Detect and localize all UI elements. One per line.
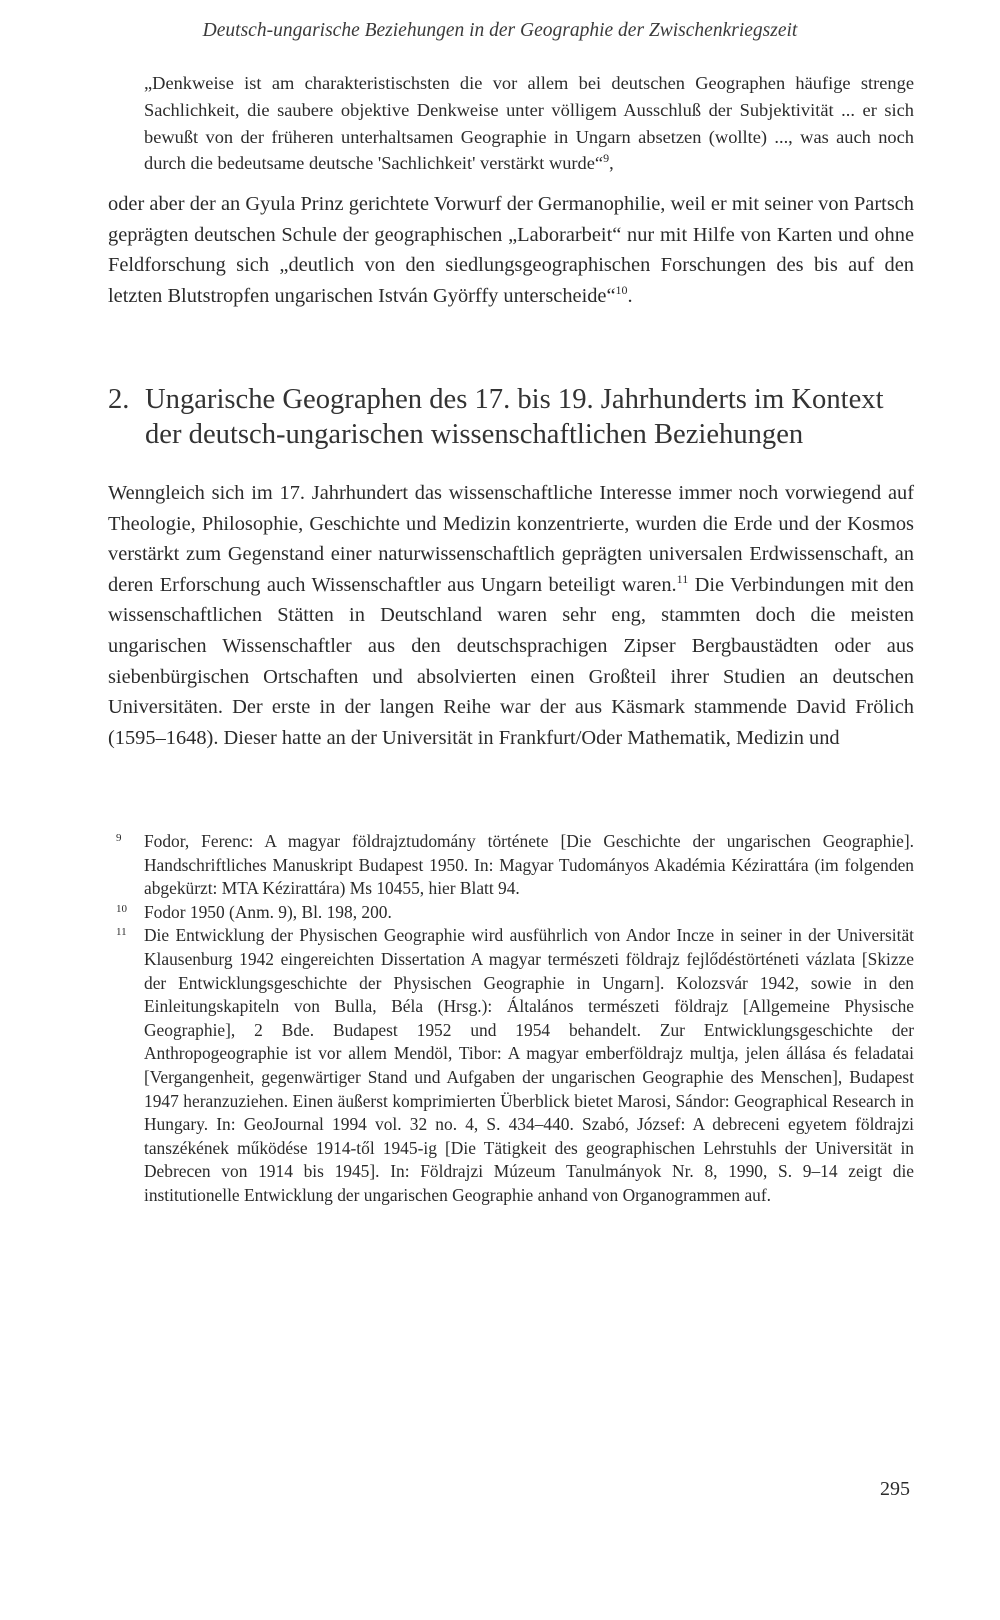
running-head: Deutsch-ungarische Beziehungen in der Geographie der Zwischenkriegszeit [202,20,798,41]
footnote-text: Fodor 1950 (Anm. 9), Bl. 198, 200. [144,901,392,922]
footnote-ref-10: 10 [615,282,628,297]
footnote-text: Die Entwicklung der Physischen Geographie wird ausführlich von Andor Incze in seiner in der Universität Klausenburg 1942 eingereichten Dissertation A magyar természeti földrajz fejlődéstörténeti vázlata [Skizze der Entwicklungsgeschichte der Physischen Geographie in Ungarn]. Kolozsvár 1942, sowie in den Einleitungskapiteln von Bulla, Béla (Hrsg.): Általános természeti földrajz [Allgemeine Physische Geographie], 2 Bde. Budapest 1952 und 1954 behandelt. Zur Entwicklungsgeschichte der Anthropogeographie ist vor allem Mendöl, Tibor: A magyar emberföldrajz multja, jelen állása és feladatai [Vergangenheit, gegenwärtiger Stand und Aufgaben der ungarischen Geographie des Menschen], Budapest 1947 heranzuziehen. Einen äußerst komprimierten Überblick bietet Marosi, Sándor: Geographical Research in Hungary. In: GeoJournal 1994 vol. 32 no. 4, S. 434–440. Szabó, József: A debreceni egyetem földrajzi tanszékének működése 1914-től 1945-ig [Die Tätigkeit des geographischen Lehrstuhls der Universität in Debrecen von 1914 bis 1945]. In: Földrajzi Múzeum Tanulmányok Nr. 8, 1990, S. 9–14 zeigt die institutionelle Entwicklung der ungarischen Geographie anhand von Organogrammen auf. [144,925,914,1205]
block-quote-text: „Denkweise ist am charakteristischsten die vor allem bei deutschen Geographen häufige strenge Sachlichkeit, die saubere objektive Denkweise unter völligem Ausschluß der Subjektivität ... er sich bewußt von der früheren unterhaltsamen Geographie in Ungarn absetzen (wollte) ..., was auch noch durch die bedeutsame deutsche 'Sachlichkeit' verstärkt wurde“ [144,73,914,174]
section-number: 2. [108,384,130,415]
paragraph-1 [108,189,914,311]
paragraph-2 [108,478,914,753]
footnote-11 [108,924,914,1207]
footnote-number: 11 [116,926,127,939]
footnote-ref-9: 9 [603,151,610,166]
footnote-9 [108,830,914,901]
paragraph-1-trailing: . [627,284,633,307]
footnote-ref-11: 11 [676,571,689,586]
block-quote-trailing: , [609,153,614,174]
footnote-number: 9 [116,832,122,844]
paragraph-2-text-a: Wenngleich sich im 17. Jahrhundert das wissenschaftliche Interesse immer noch vorwiegend auf Theologie, Philosophie, Geschichte und Medizin konzentrierte, wurden die Erde und der Kosmos verstärkt zum Gegenstand einer naturwissenschaftlich geprägten universalen Erdwissenschaft, an deren Erforschung auch Wissenschaftler aus Ungarn beteiligt waren. [108,482,914,596]
section-title: Ungarische Geographen des 17. bis 19. Jahrhunderts im Kontext der deutsch-ungarischen wissenschaftlichen Beziehungen [145,384,884,450]
paragraph-2-text-b: Die Verbindungen mit den wissenschaftlichen Stätten in Deutschland waren sehr eng, stammten doch die meisten ungarischen Wissenschaftler aus den deutschsprachigen Zipser Bergbaustädten oder aus siebenbürgischen Ortschaften und absolvierten einen Großteil ihrer Studien an deutschen Universitäten. Der erste in der langen Reihe war der aus Käsmark stammende David Frölich (1595–1648). Dieser hatte an der Universität in Frankfurt/Oder Mathematik, Medizin und [108,573,914,749]
block-quote [144,70,914,177]
footnote-text: Fodor, Ferenc: A magyar földrajztudomány története [Die Geschichte der ungarischen Geographie]. Handschriftliches Manuskript Budapest 1950. In: Magyar Tudományos Akadémia Kézirattára (im folgenden abgekürzt: MTA Kézirattára) Ms 10455, hier Blatt 94. [144,831,914,899]
footnote-10 [108,901,914,925]
page-number: 295 [880,1478,910,1500]
footnotes [108,830,914,1208]
paragraph-1-text: oder aber der an Gyula Prinz gerichtete Vorwurf der Germanophilie, weil er mit seiner von Partsch geprägten deutschen Schule der geographischen „Laborarbeit“ nur mit Hilfe von Karten und ohne Feldforschung sich „deutlich von den siedlungsgeographischen Forschungen des bis auf den letzten Blutstropfen ungarischen István Györffy unterscheide“ [108,193,914,307]
footnote-number: 10 [116,902,127,915]
